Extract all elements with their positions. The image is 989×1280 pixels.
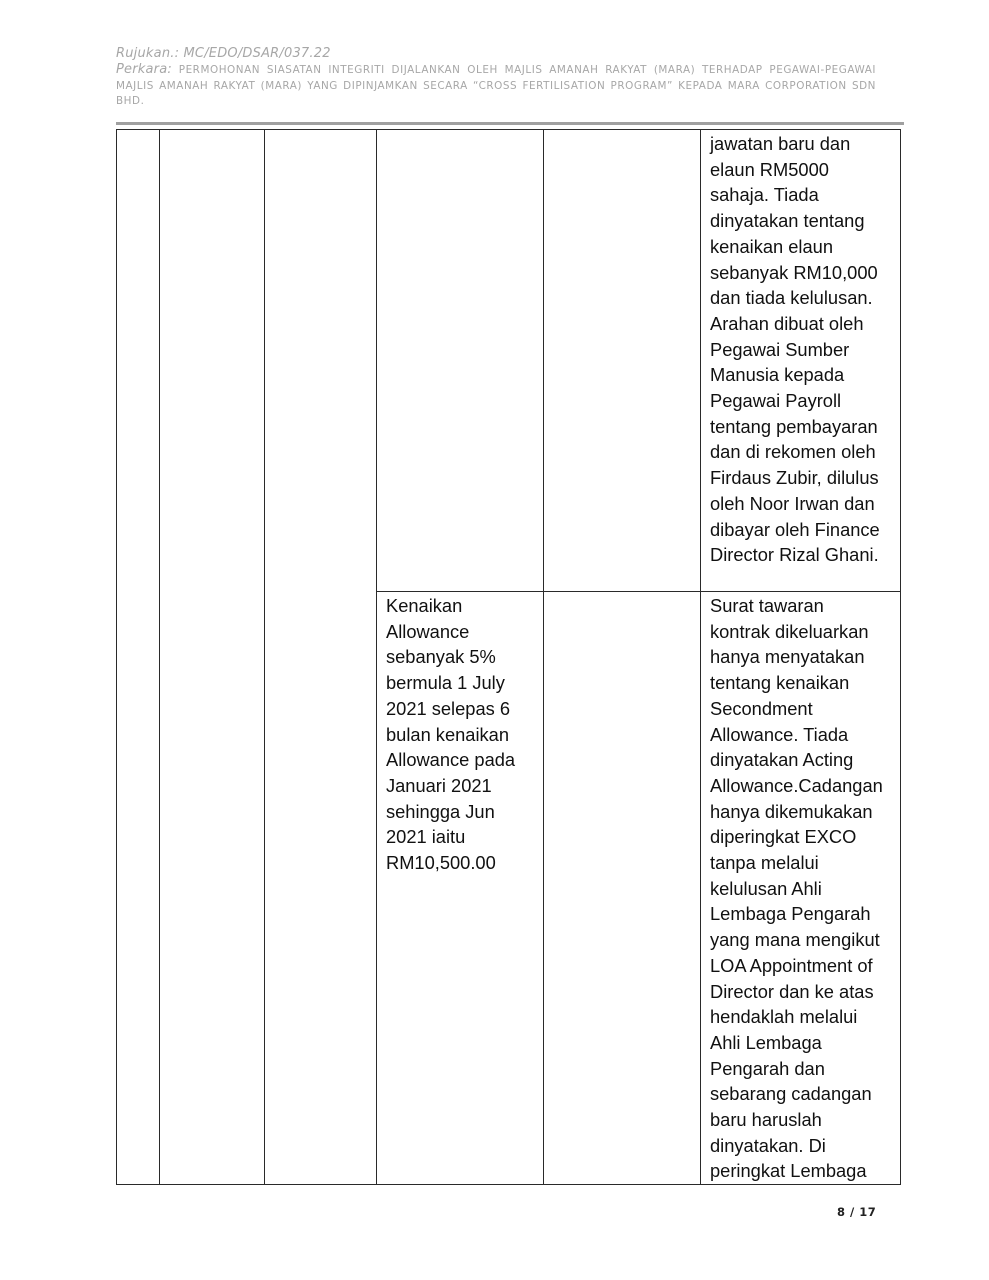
table-cell-col5 [544, 592, 701, 1185]
cell-text-line: dinyatakan tentang [710, 210, 865, 232]
cell-text-line: hanya menyatakan [710, 646, 865, 668]
cell-text-line: Pengarah dan [710, 1057, 825, 1079]
cell-text-line: tentang pembayaran [710, 415, 878, 437]
cell-text-line: kenaikan elaun [710, 235, 833, 257]
subject-label: Perkara: [116, 62, 172, 77]
header-divider [116, 122, 904, 125]
cell-text-line: Januari 2021 [386, 774, 492, 796]
cell-text-line: Kenaikan [386, 595, 463, 616]
table-row [117, 130, 901, 592]
cell-text-line: oleh Noor Irwan dan [710, 492, 875, 514]
cell-text-line: Manusia kepada [710, 364, 845, 386]
cell-text-line: bulan kenaikan [386, 723, 509, 745]
cell-text-line: LOA Appointment of [710, 954, 873, 976]
cell-text-line: baru haruslah [710, 1109, 822, 1131]
cell-text-line: Allowance pada [386, 749, 516, 771]
cell-text-line: elaun RM5000 [710, 158, 829, 180]
cell-text-line: sebanyak 5% [386, 646, 496, 668]
cell-text-line: Secondment [710, 697, 813, 719]
cell-text-line: sehingga Jun [386, 800, 495, 822]
cell-text-line: tanpa melalui [710, 852, 819, 874]
document-header [116, 45, 876, 110]
cell-text-line: Surat tawaran [710, 595, 824, 616]
cell-text-line: 2021 iaitu [386, 826, 466, 848]
table-cell-col4 [377, 130, 544, 592]
cell-text-line: Allowance [386, 620, 470, 642]
cell-text-line: dan tiada kelulusan. [710, 287, 873, 309]
cell-text-line: peringkat Lembaga [710, 1160, 867, 1182]
cell-text-line: Pegawai Sumber [710, 338, 850, 360]
cell-text-line: Arahan dibuat oleh [710, 312, 864, 334]
reference-number: Rujukan.: MC/EDO/DSAR/037.22 [116, 46, 331, 61]
cell-text-line: dinyatakan Acting [710, 749, 854, 771]
table-cell-col1 [117, 130, 160, 1185]
table-cell-description [377, 592, 544, 1185]
cell-text-line: kontrak dikeluarkan [710, 620, 869, 642]
cell-text-line: jawatan baru dan [710, 133, 851, 154]
table-cell-remarks [701, 130, 901, 592]
subject-text: PERMOHONAN SIASATAN INTEGRITI DIJALANKAN OLEH MAJLIS AMANAH RAKYAT (MARA) TERHADAP PEGAWAI-PEGAWAI MAJLIS AMANAH RAKYAT (MARA) YANG DIPINJAMKAN SECARA “CROSS FERTILISATION PROGRAM” KEPADA MARA CORPORATION SDN BHD. [116, 64, 876, 107]
cell-text-line: Director Rizal Ghani. [710, 544, 879, 566]
cell-text-line: sebanyak RM10,000 [710, 261, 878, 283]
cell-text-line: sebarang cadangan [710, 1083, 872, 1105]
cell-text-line: diperingkat EXCO [710, 826, 857, 848]
cell-text-line: hendaklah melalui [710, 1006, 858, 1028]
cell-text-line: dan di rekomen oleh [710, 441, 876, 463]
cell-text-line: dibayar oleh Finance [710, 518, 880, 540]
cell-text-line: dinyatakan. Di [710, 1134, 826, 1156]
cell-text-line: Allowance. Tiada [710, 723, 849, 745]
page-number: 8 / 17 [837, 1205, 877, 1219]
table-cell-col2 [160, 130, 265, 1185]
cell-text-line: 2021 selepas 6 [386, 697, 511, 719]
cell-text-line: Ahli Lembaga [710, 1031, 822, 1053]
cell-text-line: bermula 1 July [386, 672, 505, 694]
cell-text-line: Allowance.Cadangan [710, 774, 883, 796]
table-cell-col3 [265, 130, 377, 1185]
subject-line [116, 62, 876, 110]
cell-text-line: yang mana mengikut [710, 929, 880, 951]
findings-table [116, 129, 901, 1185]
table-cell-col5 [544, 130, 701, 592]
cell-text-line: tentang kenaikan [710, 672, 850, 694]
cell-text-line: Firdaus Zubir, dilulus [710, 467, 879, 489]
cell-text-line: Lembaga Pengarah [710, 903, 871, 925]
cell-text-line: kelulusan Ahli [710, 877, 822, 899]
cell-text-line: Pegawai Payroll [710, 390, 842, 412]
cell-text-line: RM10,500.00 [386, 852, 496, 874]
cell-text-line: Director dan ke atas [710, 980, 874, 1002]
cell-text-line: sahaja. Tiada [710, 184, 819, 206]
table-cell-remarks [701, 592, 901, 1185]
cell-text-line: hanya dikemukakan [710, 800, 873, 822]
